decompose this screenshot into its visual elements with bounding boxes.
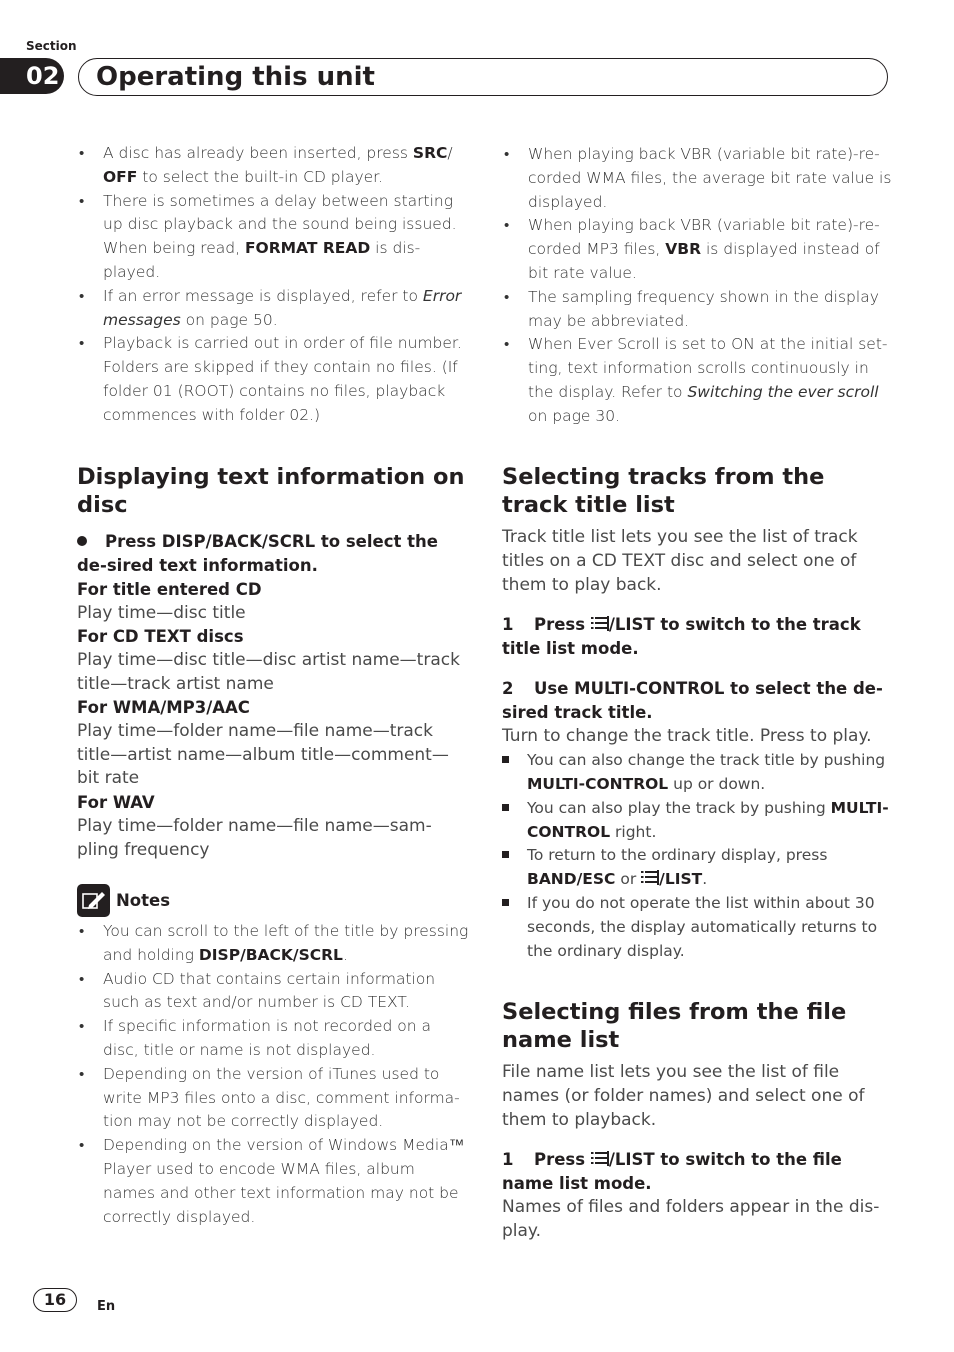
track-step-1: 1 Press /LIST to switch to the track title list mode. bbox=[502, 615, 861, 659]
list-icon bbox=[641, 870, 659, 885]
bullet-dot-icon bbox=[77, 536, 87, 546]
pencil-note-icon bbox=[77, 884, 110, 917]
note-item: You can also play the track by pushing MULTI-CONTROL right. bbox=[502, 797, 890, 845]
item-text: Play time—disc title—disc artist name—track title—track artist name bbox=[77, 649, 460, 694]
list-item: • Audio CD that contains certain information such as text and/or number is CD TEXT. bbox=[77, 968, 469, 1016]
display-heading: Displaying text information on disc bbox=[77, 464, 465, 518]
list-item: • Depending on the version of Windows Media™ Player used to encode WMA files, album names and other text information may not be correctly displayed. bbox=[77, 1134, 469, 1229]
list-icon bbox=[591, 616, 609, 631]
item-label: For title entered CD bbox=[77, 580, 262, 599]
note-item: You can also change the track title by pushing MULTI-CONTROL up or down. bbox=[502, 749, 890, 797]
list-item: • A disc has already been inserted, press SRC/ OFF to select the built-in CD player. bbox=[77, 142, 469, 190]
page-title: Operating this unit bbox=[96, 62, 375, 92]
note-item: To return to the ordinary display, press BAND/ESC or /LIST. bbox=[502, 844, 890, 892]
list-item: • Depending on the version of iTunes used to write MP3 files onto a disc, comment informa-tion may not be correctly displayed. bbox=[77, 1063, 469, 1134]
track-intro: Track title list lets you see the list of track titles on a CD TEXT disc and select one of them to play back. bbox=[502, 527, 858, 595]
page-number: 16 bbox=[33, 1288, 77, 1312]
list-icon bbox=[591, 1151, 609, 1166]
list-item: • Playback is carried out in order of file number. Folders are skipped if they contain no files. (If folder 01 (ROOT) contains no files, playback commences with folder 02.) bbox=[77, 332, 469, 427]
track-heading: Selecting tracks from the track title list bbox=[502, 464, 825, 518]
list-item: • When playing back VBR (variable bit rate)-re-corded WMA files, the average bit rate value is displayed. bbox=[502, 143, 894, 214]
list-item: • The sampling frequency shown in the display may be abbreviated. bbox=[502, 286, 894, 334]
item-label: For WAV bbox=[77, 793, 155, 813]
list-item: • You can scroll to the left of the title by pressing and holding DISP/BACK/SCRL. bbox=[77, 920, 469, 968]
list-item: • If specific information is not recorded on a disc, title or name is not displayed. bbox=[77, 1015, 469, 1063]
item-text: Play time—folder name—file name—track title—artist name—album title—comment—bit rate bbox=[77, 720, 449, 789]
item-text: Play time—folder name—file name—sam-pling frequency bbox=[77, 815, 432, 860]
item-label: For WMA/MP3/AAC bbox=[77, 698, 250, 718]
right-bullet-list bbox=[502, 143, 894, 429]
note-item: If you do not operate the list within about 30 seconds, the display automatically returns to the ordinary display. bbox=[502, 892, 890, 963]
list-item: • If an error message is displayed, refer to Error messages on page 50. bbox=[77, 285, 469, 333]
file-step-1-body: Names of files and folders appear in the dis-play. bbox=[502, 1197, 880, 1242]
item-label: For CD TEXT discs bbox=[77, 627, 244, 647]
section-number-tab: 02 bbox=[0, 58, 64, 94]
file-intro: File name list lets you see the list of file names (or folder names) and select one of them to playback. bbox=[502, 1062, 865, 1130]
track-section bbox=[502, 463, 890, 963]
item-text: Play time—disc title bbox=[77, 602, 246, 623]
track-step-2: 2 Use MULTI-CONTROL to select the de-sired track title. bbox=[502, 679, 883, 723]
list-item: • When playing back VBR (variable bit rate)-re-corded MP3 files, VBR is displayed instead of bit rate value. bbox=[502, 214, 894, 285]
section-label: Section bbox=[26, 39, 77, 53]
file-heading: Selecting files from the file name list bbox=[502, 999, 847, 1053]
track-step-2-body: Turn to change the track title. Press to play. bbox=[502, 726, 872, 747]
list-item: • When Ever Scroll is set to ON at the initial set-ting, text information scrolls continuously in the display. Refer to Switching the ever scroll on page 30. bbox=[502, 333, 894, 428]
display-section bbox=[77, 463, 465, 862]
display-step: Press DISP/BACK/SCRL to select the de-sired text information. bbox=[77, 532, 438, 575]
language-label: En bbox=[97, 1299, 116, 1314]
file-section bbox=[502, 998, 890, 1244]
notes-header bbox=[77, 884, 170, 917]
file-step-1: 1 Press /LIST to switch to the file name list mode. bbox=[502, 1150, 842, 1194]
notes-title: Notes bbox=[116, 891, 171, 910]
list-item: • There is sometimes a delay between starting up disc playback and the sound being issued. When being read, FORMAT READ is dis-played. bbox=[77, 190, 469, 285]
notes-list bbox=[77, 920, 469, 1229]
left-bullet-list bbox=[77, 142, 469, 428]
